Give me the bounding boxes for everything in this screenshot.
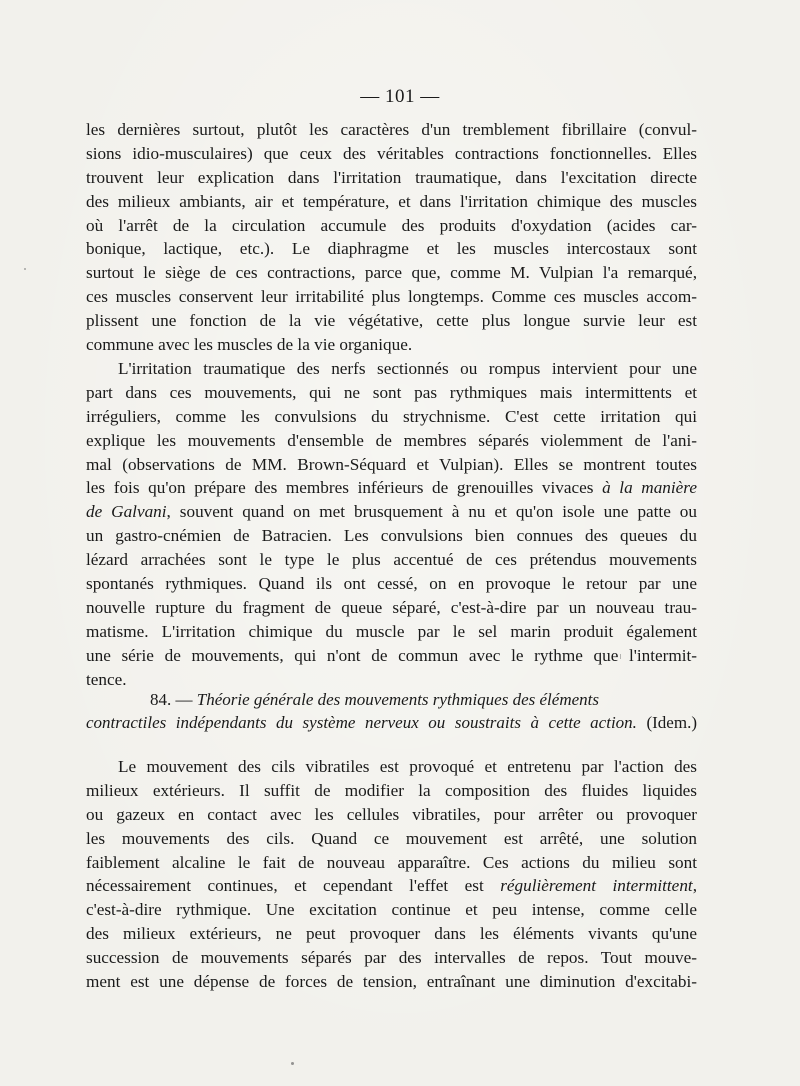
text-run: , souvent quand on met brusquement à nu et qu'on isole une patte ou <box>166 502 697 522</box>
section-source: (Idem.) <box>646 713 697 732</box>
text-line: L'irritation traumatique des nerfs sectionnés ou rompus intervient pour une <box>118 359 697 378</box>
text-line <box>86 476 697 500</box>
text-line: les dernières surtout, plutôt les caractères d'un tremblement fibrillaire (convul- <box>86 120 697 139</box>
paragraph-1 <box>86 118 697 357</box>
text-line: irréguliers, comme les convulsions du strychnisme. C'est cette irritation qui <box>86 406 697 426</box>
text-run: nécessairement continues, et cependant l'effet est <box>86 876 501 896</box>
paragraph-3 <box>86 755 697 994</box>
text-line: commune avec les muscles de la vie organique. <box>86 335 413 355</box>
text-line: des milieux extérieurs, ne peut provoquer dans les éléments vivants qu'une <box>86 924 697 944</box>
text-line: sions idio-musculaires) que ceux des véritables contractions fonctionnelles. Elles <box>86 143 697 163</box>
text-line: milieux extérieurs. Il suffit de modifier la composition des fluides liquides <box>86 780 697 800</box>
text-line: part dans ces mouvements, qui ne sont pas rythmiques mais intermittents et <box>86 382 697 402</box>
text-line: trouvent leur explication dans l'irritation traumatique, dans l'excitation directe <box>86 167 697 187</box>
text-line: un gastro-cnémien de Batracien. Les convulsions bien connues des queues du <box>86 526 697 546</box>
text-line: succession de mouvements séparés par des intervalles de repos. Tout mouve- <box>86 948 697 968</box>
italic-text-run: de Galvani <box>86 502 167 522</box>
section-title-part-2: contractiles indépendants du système nerveux ou soustraits à cette action. <box>86 713 637 732</box>
text-line: des milieux ambiants, air et température, et dans l'irritation chimique des muscles <box>86 191 697 211</box>
text-line: nouvelle rupture du fragment de queue séparé, c'est-à-dire par un nouveau trau- <box>86 597 697 617</box>
section-title-part-1: Théorie générale des mouvements rythmiques des éléments <box>196 690 599 709</box>
italic-text-run: à la manière <box>602 478 697 498</box>
text-line: ou gazeux en contact avec les cellules vibratiles, pour arrêter ou provoquer <box>86 804 697 824</box>
section-number: 84. — <box>150 690 193 709</box>
scan-speck <box>620 654 621 659</box>
heading-line <box>86 688 697 711</box>
text-line: matisme. L'irritation chimique du muscle par le sel marin produit également <box>86 621 697 641</box>
text-line: c'est-à-dire rythmique. Une excitation continue et peu intense, comme celle <box>86 900 697 920</box>
text-line: spontanés rythmiques. Quand ils ont cessé, on en provoque le retour par une <box>86 574 697 594</box>
heading-line <box>86 711 697 734</box>
italic-text-run: régulièrement intermittent <box>500 876 693 896</box>
text-line: explique les mouvements d'ensemble de membres séparés violemment de l'ani- <box>86 430 697 450</box>
text-line: plissent une fonction de la vie végétative, cette plus longue survie leur est <box>86 311 697 331</box>
text-line: lézard arrachées sont le type le plus accentué de ces prétendus mouvements <box>86 550 697 570</box>
text-line: une série de mouvements, qui n'ont de commun avec le rythme que l'intermit- <box>86 645 697 665</box>
text-line: les mouvements des cils. Quand ce mouvement est arrêté, une solution <box>86 828 697 848</box>
text-line: bonique, lactique, etc.). Le diaphragme et les muscles intercostaux sont <box>86 239 697 259</box>
paragraph-2 <box>86 357 697 691</box>
text-line <box>86 500 697 524</box>
text-line: ces muscles conservent leur irritabilité plus longtemps. Comme ces muscles accom- <box>86 287 697 307</box>
text-run: les fois qu'on prépare des membres inférieurs de grenouilles vivaces <box>86 478 603 498</box>
page-number: — 101 — <box>360 86 440 107</box>
text-line <box>86 874 697 898</box>
text-line: surtout le siège de ces contractions, parce que, comme M. Vulpian l'a remarqué, <box>86 263 697 283</box>
text-line: ment est une dépense de forces de tension, entraînant une diminution d'excitabi- <box>86 972 697 992</box>
scan-speck <box>291 1062 294 1065</box>
text-line: où l'arrêt de la circulation accumule des produits d'oxydation (acides car- <box>86 215 697 235</box>
scan-speck <box>24 268 26 270</box>
text-line: Le mouvement des cils vibratiles est provoqué et entretenu par l'action des <box>118 757 697 776</box>
text-line: mal (observations de MM. Brown-Séquard et Vulpian). Elles se montrent toutes <box>86 454 697 474</box>
section-heading <box>86 688 697 734</box>
text-line: faiblement alcaline le fait de nouveau apparaître. Ces actions du milieu sont <box>86 852 697 872</box>
text-line: tence. <box>86 669 127 689</box>
text-run: , <box>692 876 697 896</box>
